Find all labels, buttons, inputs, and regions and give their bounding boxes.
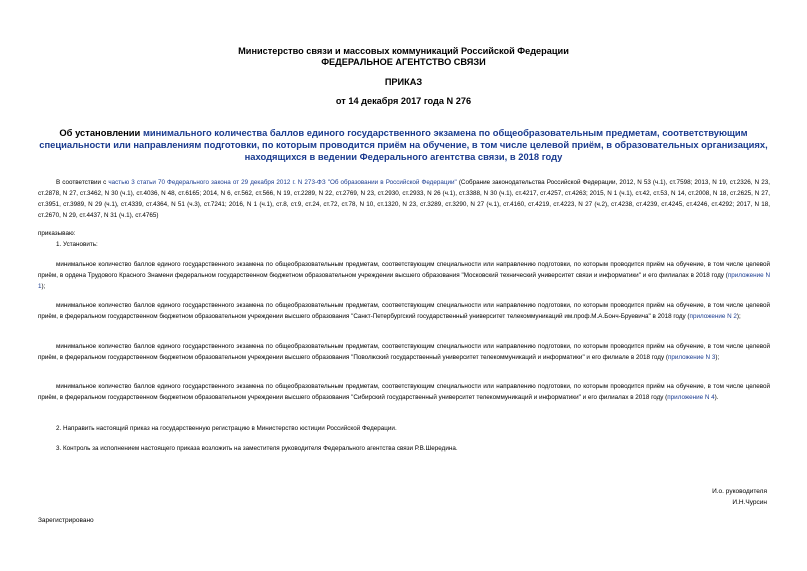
item-3: 3. Контроль за исполнением настоящего приказа возложить на заместителя руководителя Федерального агентства связи Р.В.Шередина. bbox=[56, 445, 458, 452]
appendix-1-link[interactable]: приложение N 1 bbox=[38, 272, 770, 290]
min-text-4: минимальное количество баллов единого государственного экзамена по общеобразовательным предметам, соответствующим специальности или направлению подготовки, по которым проводится приём на обучение, в том числе целевой приём, в федеральном государственном бюджетном образовательном учреждении высшего образования "Сибирский государственный университет телекоммуникаций и информатики" и его филиалах в 2018 году ( bbox=[38, 383, 770, 401]
signatory-position: И.о. руководителя bbox=[712, 488, 767, 495]
document-title bbox=[30, 127, 777, 163]
document-date-number: от 14 декабря 2017 года N 276 bbox=[335, 96, 472, 106]
document-type: ПРИКАЗ bbox=[384, 77, 423, 87]
preamble-paragraph bbox=[38, 177, 770, 221]
preamble-text-2: (Собрание законодательства Российской Федерации, 2012, N 53 (ч.1), ст.7598; 2013, N 19, ст.2326, N 23, ст.2878, N 27, ст.3462, N 30 (ч.1), ст.4036, N 48, ст.6165; 2014, N 6, ст.562, ст.566, N 19, ст.2289, N 22, ст.2769, N 23, ст.2930, ст.2933, N 26 (ч.1), ст.3388, N 30 (ч.1), ст.4217, ст.4257, ст.4263; 2015, N 1 (ч.1), ст.42, ст.53, N 14, ст.2008, N 18, ст.2625, N 27, ст.3951, ст.3989, N 29 (ч.1), ст.4339, ст.4364, N 51 (ч.3), ст.7241; 2016, N 1 (ч.1), ст.8, ст.9, ст.24, ст.72, ст.78, N 10, ст.1320, N 23, ст.3289, ст.3290, N 27 (ч.1), ст.4160, ст.4219, ст.4223, N 27 (ч.2), ст.4238, ст.4239, ст.4245, ст.4246, ст.4292; 2017, N 18, ст.2670, N 29, ст.4437, N 31 (ч.1), ст.4765) bbox=[38, 179, 771, 219]
min-end-3: ); bbox=[715, 354, 720, 361]
min-score-paragraph-4 bbox=[38, 381, 770, 403]
law-link[interactable]: частью 3 статьи 70 Федерального закона от 29 декабря 2012 г. N 273-ФЗ "Об образовании в Российской Федерации" bbox=[108, 179, 457, 186]
order-word: приказываю: bbox=[38, 230, 76, 237]
min-text-2: минимальное количество баллов единого государственного экзамена по общеобразовательным предметам, соответствующим специальности или направлению подготовки, по которым проводится приём на обучение, в том числе целевой приём, в федеральном государственном бюджетном образовательном учреждении высшего образования "Санкт-Петербургский государственный университет телекоммуникаций им.проф.М.А.Бонч-Бруевича" в 2018 году ( bbox=[38, 302, 770, 320]
min-end-4: ). bbox=[714, 394, 719, 401]
registered-label: Зарегистрировано bbox=[38, 517, 94, 524]
ministry-name: Министерство связи и массовых коммуникаций Российской Федерации bbox=[238, 46, 569, 56]
min-score-paragraph-1 bbox=[38, 259, 770, 292]
appendix-3-link[interactable]: приложение N 3 bbox=[667, 354, 716, 361]
min-score-paragraph-2 bbox=[38, 300, 770, 322]
appendix-4-link[interactable]: приложение N 4 bbox=[667, 394, 715, 401]
preamble-text-1: В соответствии с bbox=[56, 179, 109, 186]
min-end-2: ); bbox=[736, 313, 741, 320]
min-score-paragraph-3 bbox=[38, 341, 770, 363]
signatory-name: И.Н.Чурсин bbox=[732, 499, 767, 506]
min-end-1: ); bbox=[41, 283, 46, 290]
appendix-2-link[interactable]: приложение N 2 bbox=[689, 313, 737, 320]
min-text-1: минимальное количество баллов единого государственного экзамена по общеобразовательным предметам, соответствующим специальности или направлению подготовки, по которым проводится приём на обучение, в том числе целевой приём, в ордена Трудового Красного Знамени федеральном государственном бюджетном образовательном учреждении высшего образования "Московский технический университет связи и информатики" и его филиалах в 2018 году ( bbox=[38, 261, 770, 279]
item-2: 2. Направить настоящий приказ на государственную регистрацию в Министерство юстиции Российской Федерации. bbox=[56, 425, 397, 432]
agency-name: ФЕДЕРАЛЬНОЕ АГЕНТСТВО СВЯЗИ bbox=[321, 57, 486, 67]
title-prefix: Об установлении bbox=[59, 127, 143, 138]
item-1: 1. Установить: bbox=[56, 241, 98, 248]
min-text-3: минимальное количество баллов единого государственного экзамена по общеобразовательным предметам, соответствующим специальности или направлению подготовки, по которым проводится приём на обучение, в том числе целевой приём, в федеральном государственном бюджетном образовательном учреждении высшего образования "Поволжский государственный университет телекоммуникаций и информатики" и его филиале в 2018 году ( bbox=[38, 343, 770, 361]
title-link[interactable]: минимального количества баллов единого государственного экзамена по общеобразовательным предметам, соответствующим специальности или направлениям подготовки, по которым проводится приём на обучение, в том числе целевой приём, в образовательных организациях, находящихся в ведении Федерального агентства связи, в 2018 году bbox=[39, 127, 768, 162]
